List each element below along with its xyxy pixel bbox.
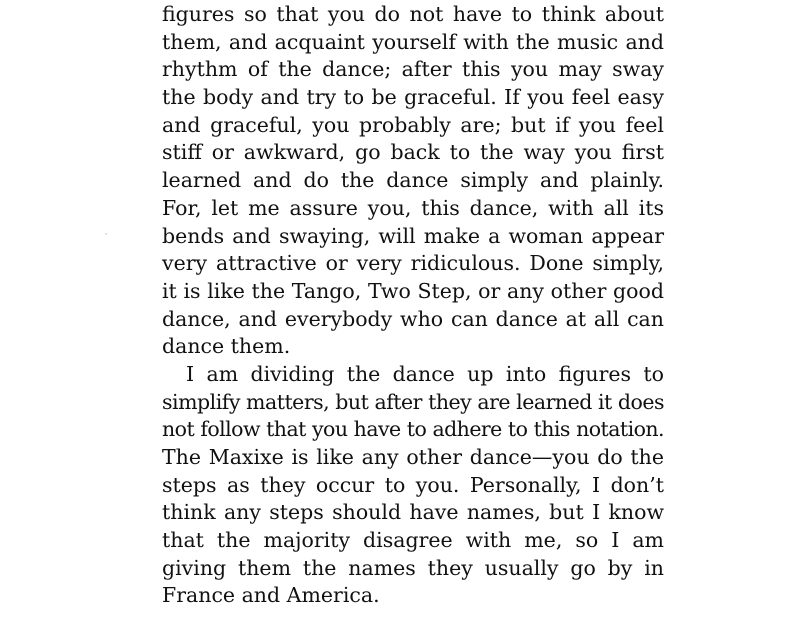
text-line: dance them.	[162, 334, 291, 359]
text-line: learned and do the dance simply and plainly.	[162, 168, 664, 193]
text-line: them, and acquaint yourself with the music and	[162, 29, 664, 54]
text-line: steps as they occur to you. Personally, I don’t	[162, 472, 664, 497]
text-line: very attractive or very ridiculous. Done simply,	[162, 251, 664, 276]
text-line: I am dividing the dance up into figures to	[186, 361, 664, 386]
text-line: stiff or awkward, go back to the way you first	[162, 140, 664, 165]
text-line: dance, and everybody who can dance at all can	[162, 306, 664, 331]
text-line: not follow that you have to adhere to this notation.	[162, 417, 664, 442]
book-page-text	[162, 0, 664, 610]
text-line: The Maxixe is like any other dance—you do the	[162, 445, 664, 469]
text-line: think any steps should have names, but I know	[162, 500, 664, 525]
text-line: giving them the names they usually go by in	[162, 555, 664, 580]
text-line: bends and swaying, will make a woman appear	[162, 223, 664, 248]
text-line: and graceful, you probably are; but if you feel	[162, 112, 664, 137]
paragraph-1	[162, 1, 664, 361]
text-line: that the majority disagree with me, so I am	[162, 528, 664, 553]
text-line: France and America.	[162, 583, 380, 608]
text-line: simplify matters, but after they are learned it does	[162, 389, 664, 414]
text-line: For, let me assure you, this dance, with all its	[162, 195, 664, 220]
text-line: rhythm of the dance; after this you may sway	[162, 57, 664, 82]
text-line: figures so that you do not have to think about	[162, 2, 664, 26]
text-line: the body and try to be graceful. If you feel easy	[162, 85, 664, 110]
scan-speck	[105, 233, 107, 235]
paragraph-2	[162, 361, 664, 610]
text-line: it is like the Tango, Two Step, or any other good	[162, 278, 664, 303]
